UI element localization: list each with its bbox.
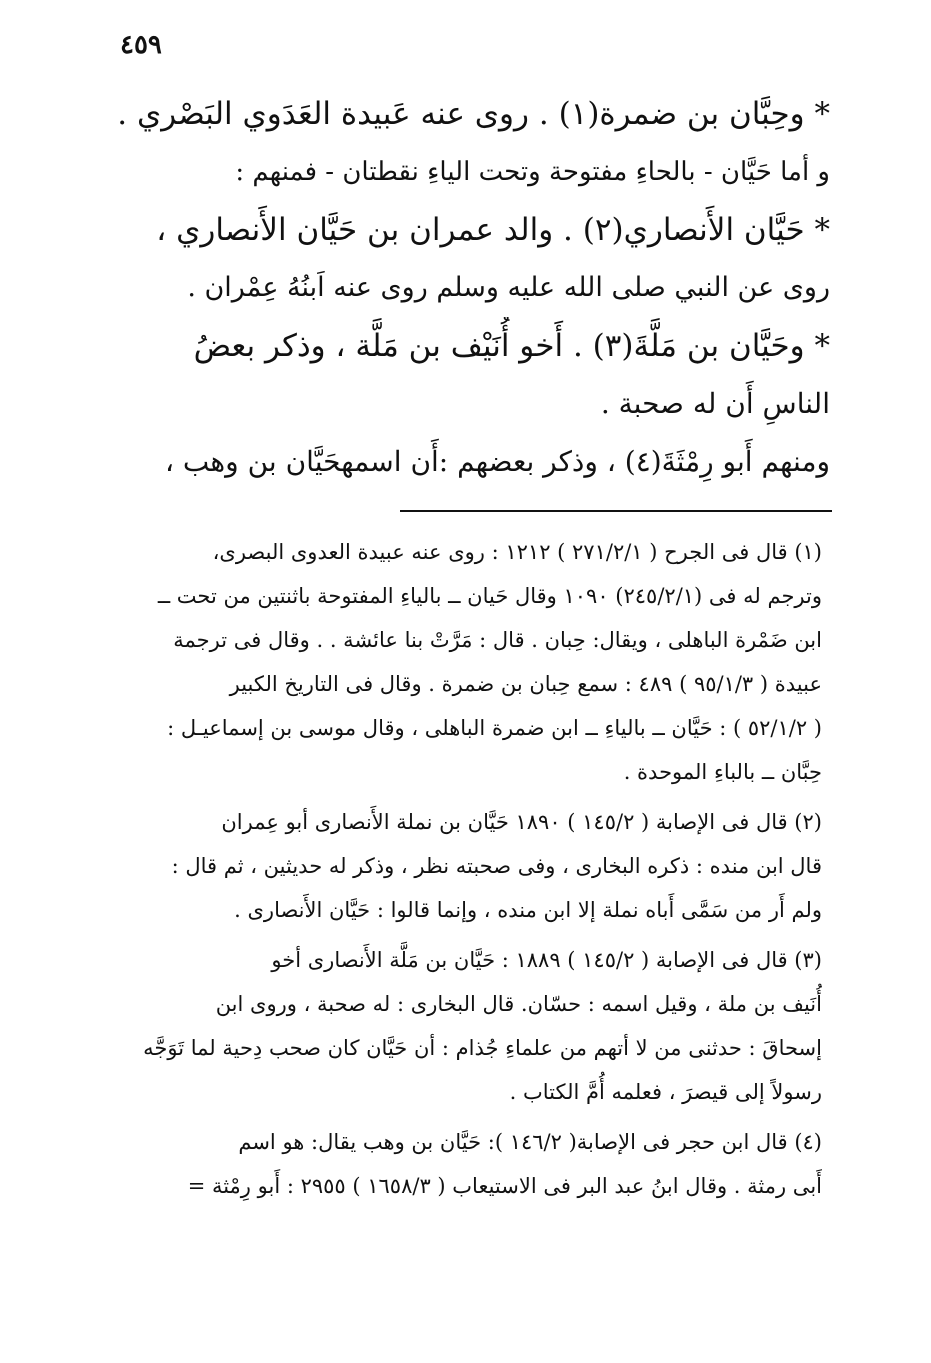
footnote-line: (٤) قال ابن حجر فى الإصابة( ١٤٦/٢ ): حَيَّان بن وهب يقال: هو اسم <box>238 1130 822 1154</box>
footnote-line: ( ٥٢/١/٢ ) : حَيَّان ــ بالياءِ ــ ابن ضمرة الباهلى ، وقال موسى بن إسماعيـل : <box>167 716 822 740</box>
footnote-line: (١) قال فى الجرح ( ٢٧١/٢/١ ) ١٢١٢ : روى عنه عبيدة العدوى البصرى، <box>212 540 822 564</box>
footnote-line: حِبَّان ــ بالباءِ الموحدة . <box>623 760 822 784</box>
footnote-line: ابن ضَمْرة الباهلى ، ويقال: حِبان . قال : مَرَّتْ بنا عائشة . . وقال فى ترجمة <box>173 628 822 652</box>
footnote-separator <box>400 510 832 512</box>
footnote-line: وترجم له فى (٢٤٥/٢/١) ١٠٩٠ وقال حَيان ــ بالياءِ المفتوحة باثنتين من تحت ــ <box>157 584 822 608</box>
footnotes <box>95 530 822 1214</box>
footnote-line: أُنَيف بن ملة ، وقيل اسمه : حسّان. قال البخارى : له صحبة ، وروى ابن <box>215 992 822 1016</box>
footnote-line: أَبى رمثة . وقال ابنُ عبد البر فى الاستيعاب ( ١٦٥٨/٣ ) ٢٩٥٥ : أَبو رِمْثة = <box>187 1174 822 1198</box>
main-line: و أما حَيَّان - بالحاءِ مفتوحة وتحت الياءِ نقطتان - فمنهم : <box>235 157 830 187</box>
main-line: روى عن النبي صلى الله عليه وسلم روى عنه اَبنُهُ عِمْران . <box>187 272 830 303</box>
footnote-line: عبيدة ( ٩٥/١/٣ ) ٤٨٩ : سمع حِبان بن ضمرة . وقال فى التاريخ الكبير <box>229 672 822 696</box>
main-line: * وحِبَّان بن ضمرة(١) . روى عنه عَبيدة العَدَوي البَصْري . <box>117 96 830 132</box>
main-line: الناسِ أَن له صحبة . <box>600 387 830 420</box>
main-line: * وحَيَّان بن مَلَّةَ(٣) . أَخو أُنَيْف بن مَلَّة ، وذكر بعضُ <box>193 328 830 364</box>
footnote-line: قال ابن منده : ذكره البخارى ، وفى صحبته نظر ، وذكر له حديثين ، ثم قال : <box>171 854 822 878</box>
footnote-4 <box>95 1120 822 1208</box>
footnote-1 <box>95 530 822 794</box>
footnote-line: إسحاقَ : حدثنى من لا أتهم من علماءِ جُذام : أن حَيَّان كان صحب دِحية لما تَوَجَّه <box>143 1036 822 1060</box>
page-number: ٤٥٩ <box>120 30 162 60</box>
main-text <box>100 85 830 491</box>
footnote-line: ولم أَر من سَمَّى أَباه نملة إلا ابن منده ، وإنما قالوا : حَيَّان الأَنصارى . <box>234 898 822 922</box>
main-line: ومنهم أَبو رِمْثَةَ(٤) ، وذكر بعضهم :أَن اسمهحَيَّان بن وهب ، <box>164 445 830 478</box>
footnote-line: رسولاً إلى قيصرَ ، فعلمه أُمَّ الكتاب . <box>509 1080 822 1104</box>
footnote-3 <box>95 938 822 1114</box>
main-line: * حَيَّان الأَنصاري(٢) . والد عمران بن حَيَّان الأَنصاري ، <box>156 212 830 248</box>
footnote-line: (٢) قال فى الإصابة ( ١٤٥/٢ ) ١٨٩٠ حَيَّان بن نملة الأَنصارى أبو عِمران <box>221 810 822 834</box>
footnote-line: (٣) قال فى الإصابة ( ١٤٥/٢ ) ١٨٨٩ : حَيَّان بن مَلَّة الأَنصارى أخو <box>271 948 822 972</box>
footnote-2 <box>95 800 822 932</box>
